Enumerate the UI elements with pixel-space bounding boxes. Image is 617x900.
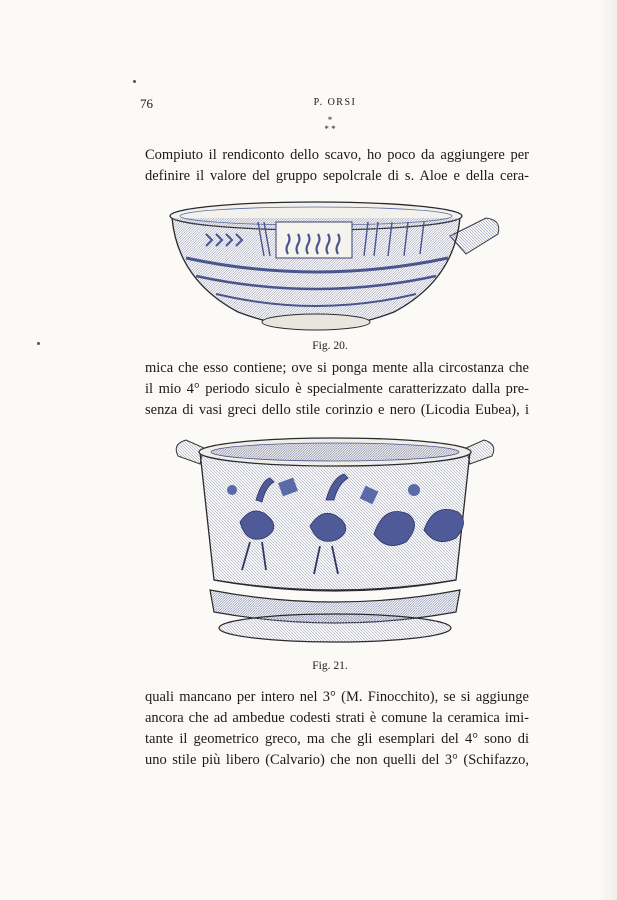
- paper-speck: [133, 80, 136, 83]
- text-line: il mio 4° periodo siculo è specialmente caratterizzato dalla pre-: [145, 381, 529, 397]
- paragraph-1: [145, 145, 529, 187]
- asterism-divider: [300, 116, 360, 138]
- text-line: quali mancano per intero nel 3° (M. Finocchito), se si aggiunge: [145, 689, 529, 705]
- paragraph-3: [145, 687, 529, 771]
- text-line: mica che esso contiene; ove si ponga mente alla circostanza che: [145, 360, 529, 376]
- figure-20-caption: Fig. 20.: [312, 340, 348, 352]
- page-edge-shadow: [599, 0, 617, 900]
- running-head-author: P. ORSI: [313, 97, 357, 108]
- figure-21-caption: Fig. 21.: [312, 660, 348, 672]
- asterism-top: *: [327, 115, 333, 125]
- text-line: uno stile più libero (Calvario) che non quelli del 3° (Schifazzo,: [145, 752, 529, 768]
- page-number: 76: [140, 96, 153, 111]
- figure-21-pyxis-illustration: [170, 430, 500, 650]
- paragraph-2: [145, 358, 529, 421]
- text-line: ancora che ad ambedue codesti strati è comune la ceramica imi-: [145, 710, 529, 726]
- running-head: [140, 96, 530, 112]
- text-line: tante il geometrico greco, ma che gli esemplari del 4° sono di: [145, 731, 529, 747]
- asterism-bottom: * *: [324, 124, 336, 134]
- figure-20-bowl-illustration: [168, 194, 508, 338]
- text-line: definire il valore del gruppo sepolcrale di s. Aloe e della cera-: [145, 168, 529, 184]
- text-line: Compiuto il rendiconto dello scavo, ho poco da aggiungere per: [145, 147, 529, 163]
- text-line: senza di vasi greci dello stile corinzio e nero (Licodia Eubea), i: [145, 402, 529, 418]
- paper-speck: [37, 342, 40, 345]
